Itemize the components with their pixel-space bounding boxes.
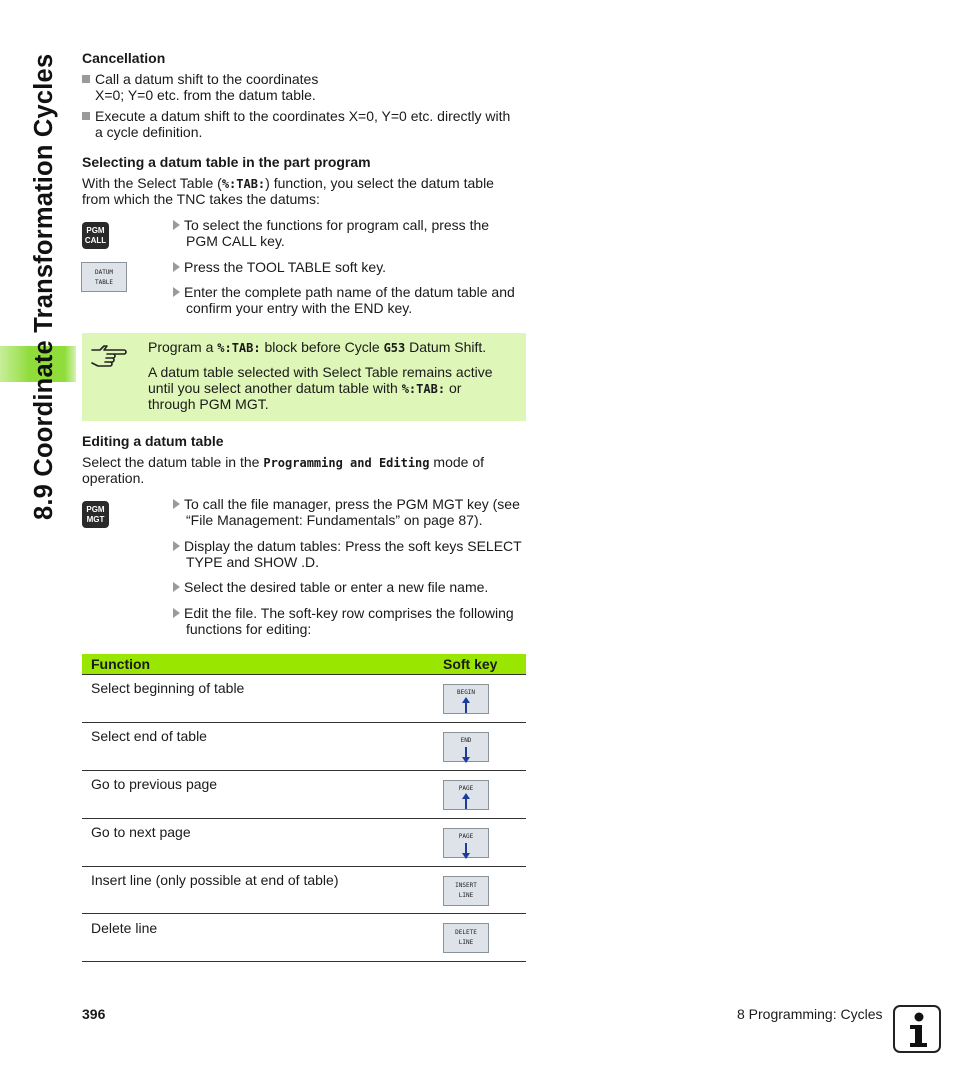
step-arrow-icon [173, 262, 180, 272]
selecting-step3-line1: Enter the complete path name of the datum table and [184, 284, 515, 300]
selecting-step3-line2: confirm your entry with the END key. [186, 300, 413, 316]
footer-section: 8 Programming: Cycles [737, 1006, 883, 1022]
selecting-step-1 [173, 217, 489, 233]
editing-step-3 [173, 579, 488, 595]
cancellation-heading: Cancellation [82, 50, 166, 66]
cancellation-bullet-1 [82, 71, 318, 87]
pgm-call-key[interactable] [82, 222, 109, 249]
selecting-step-2 [173, 259, 386, 275]
delete-softkey-line2: LINE [458, 939, 474, 946]
selecting-step2-text: Press the TOOL TABLE soft key. [184, 259, 387, 275]
datum-softkey-line1: DATUM [94, 269, 114, 276]
table-divider [82, 961, 526, 962]
editing-step-4 [173, 605, 514, 621]
table-row-function: Go to previous page [91, 776, 218, 792]
editing-intro-code: Programming and Editing [263, 456, 430, 470]
datum-softkey-line2: TABLE [94, 279, 114, 286]
bullet1-line2: X=0; Y=0 etc. from the datum table. [95, 87, 316, 103]
selecting-step1-line2: PGM CALL key. [186, 233, 285, 249]
selecting-intro-post: ) function, you select the datum table [265, 175, 494, 191]
note-para2-line2 [148, 380, 461, 397]
selecting-intro-code: %:TAB: [221, 177, 266, 191]
selecting-intro [82, 175, 494, 192]
pgm-call-key-line1: PGM [86, 225, 105, 235]
editing-step2-line2: TYPE and SHOW .D. [186, 554, 320, 570]
cancellation-bullet-2 [82, 108, 510, 124]
editing-intro-line2: operation. [82, 470, 145, 486]
insert-line-softkey[interactable] [443, 876, 489, 906]
page-up-softkey-label: PAGE [458, 785, 474, 792]
note-line1-post: Datum Shift. [405, 339, 487, 355]
chapter-title-vertical: 8.9 Coordinate Transformation Cycles [30, 53, 58, 520]
insert-softkey-line1: INSERT [455, 882, 477, 889]
arrow-up-icon [465, 795, 467, 809]
selecting-intro-pre: With the Select Table ( [82, 175, 222, 191]
note-line-1 [148, 339, 486, 356]
selecting-step-3 [173, 284, 515, 300]
selecting-intro-line2: from which the TNC takes the datums: [82, 191, 320, 207]
editing-intro-post: mode of [429, 454, 484, 470]
note-line1-pre: Program a [148, 339, 218, 355]
note-line1-code1: %:TAB: [217, 341, 261, 355]
pgm-mgt-key[interactable] [82, 501, 109, 528]
step-arrow-icon [173, 220, 180, 230]
editing-step2-line1: Display the datum tables: Press the soft keys SELECT [184, 538, 522, 554]
page-down-softkey[interactable] [443, 828, 489, 858]
pgm-mgt-key-line2: MGT [86, 514, 105, 524]
table-row-function: Delete line [91, 920, 158, 936]
delete-line-softkey[interactable] [443, 923, 489, 953]
bullet2-line1: Execute a datum shift to the coordinates X=0, Y=0 etc. directly with [95, 108, 511, 124]
datum-table-softkey[interactable] [81, 262, 127, 292]
table-divider [82, 722, 526, 723]
page-number: 396 [82, 1006, 106, 1022]
step-arrow-icon [173, 608, 180, 618]
insert-softkey-line2: LINE [458, 892, 474, 899]
table-divider [82, 770, 526, 771]
delete-softkey-line1: DELETE [455, 929, 477, 936]
table-divider [82, 913, 526, 914]
table-row-function: Select end of table [91, 728, 207, 744]
bullet1-line1: Call a datum shift to the coordinates [95, 71, 319, 87]
pointing-hand-icon [90, 341, 128, 370]
table-row-function: Go to next page [91, 824, 191, 840]
begin-softkey[interactable] [443, 684, 489, 714]
step-arrow-icon [173, 582, 180, 592]
end-softkey-label: END [460, 737, 472, 744]
editing-heading: Editing a datum table [82, 433, 224, 449]
table-header-softkey: Soft key [443, 656, 498, 672]
editing-step-1 [173, 496, 520, 512]
note-para2-line2-pre: until you select another datum table with [148, 380, 402, 396]
arrow-down-icon [465, 843, 467, 857]
pgm-call-key-line2: CALL [84, 235, 107, 245]
note-para2-line2-post: or [445, 380, 462, 396]
editing-step4-line1: Edit the file. The soft-key row comprises the following [184, 605, 514, 621]
begin-softkey-label: BEGIN [456, 689, 476, 696]
editing-step-2 [173, 538, 522, 554]
page-down-softkey-label: PAGE [458, 833, 474, 840]
table-header-function: Function [91, 656, 151, 672]
table-divider [82, 866, 526, 867]
info-icon [893, 1005, 941, 1053]
note-line1-code2: G53 [383, 341, 406, 355]
table-row-function: Select beginning of table [91, 680, 245, 696]
step-arrow-icon [173, 499, 180, 509]
editing-step4-line2: functions for editing: [186, 621, 312, 637]
editing-intro-pre: Select the datum table in the [82, 454, 264, 470]
bullet2-line2: a cycle definition. [95, 124, 203, 140]
table-divider [82, 818, 526, 819]
editing-step3-text: Select the desired table or enter a new file name. [184, 579, 489, 595]
selecting-heading: Selecting a datum table in the part program [82, 154, 371, 170]
arrow-down-icon [465, 747, 467, 761]
arrow-up-icon [465, 699, 467, 713]
note-para2-line2-code: %:TAB: [401, 382, 446, 396]
editing-intro [82, 454, 484, 471]
table-row-function: Insert line (only possible at end of table) [91, 872, 339, 888]
note-para2-line3: through PGM MGT. [148, 396, 269, 412]
selecting-step1-line1: To select the functions for program call, press the [184, 217, 490, 233]
editing-step1-line1: To call the file manager, press the PGM MGT key (see [184, 496, 520, 512]
editing-step1-line2: “File Management: Fundamentals” on page 87). [186, 512, 483, 528]
note-para2-line1: A datum table selected with Select Table remains active [148, 364, 493, 380]
step-arrow-icon [173, 541, 180, 551]
note-line1-mid: block before Cycle [260, 339, 384, 355]
table-divider [82, 674, 526, 675]
page-up-softkey[interactable] [443, 780, 489, 810]
step-arrow-icon [173, 287, 180, 297]
pgm-mgt-key-line1: PGM [86, 504, 105, 514]
end-softkey[interactable] [443, 732, 489, 762]
